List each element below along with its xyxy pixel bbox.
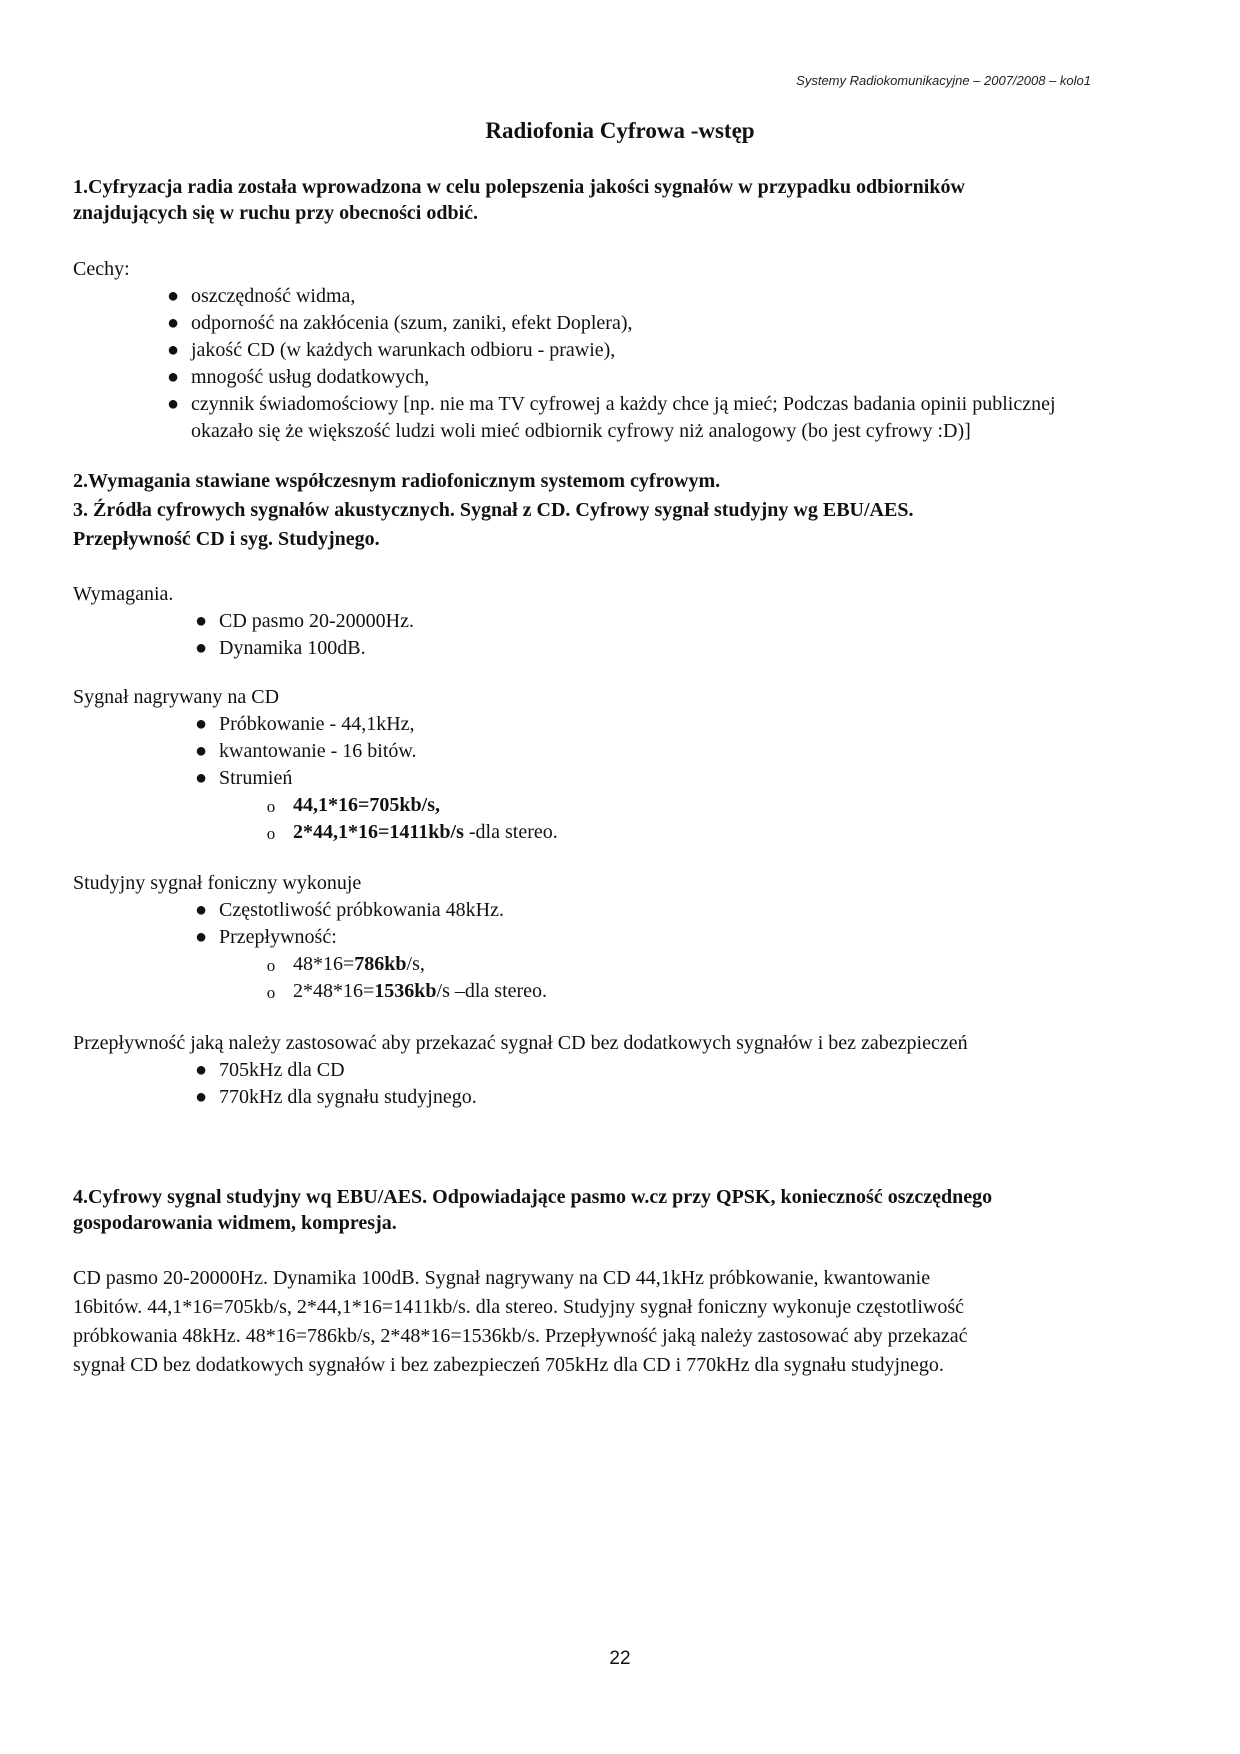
list-item: ● mnogość usług dodatkowych, (191, 364, 1093, 391)
bullet-icon: ● (194, 610, 208, 632)
list-item: ● oszczędność widma, (191, 283, 1093, 310)
sublist-item: o 44,1*16=705kb/s, (293, 792, 1093, 819)
document-title: Radiofonia Cyfrowa -wstęp (485, 118, 755, 143)
list-item: ● odporność na zakłócenia (szum, zaniki, efekt Doplera), (191, 310, 1093, 337)
wymagania-list (194, 608, 1093, 662)
bullet-icon: ● (194, 1086, 208, 1108)
bullet-icon: ● (194, 767, 208, 789)
bullet-icon: ● (166, 339, 180, 361)
list-item: ● Częstotliwość próbkowania 48kHz. (219, 897, 1093, 924)
bullet-icon: ● (166, 312, 180, 334)
studio-signal-list (194, 897, 1093, 1005)
cd-signal-label: Sygnał nagrywany na CD (73, 686, 280, 708)
section-4-heading: 4.Cyfrowy sygnal studyjny wq EBU/AES. Odpowiadające pasmo w.cz przy QPSK, konieczność oszczędnego gospodarowania widmem, kompresja. (73, 1186, 993, 1234)
running-head: Systemy Radiokomunikacyjne – 2007/2008 – kolo1 (796, 73, 1091, 88)
section-2-heading: 2.Wymagania stawiane współczesnym radiofonicznym systemom cyfrowym. (73, 470, 721, 492)
list-item: ● 770kHz dla sygnału studyjnego. (219, 1084, 1093, 1111)
studio-rates-sublist (219, 951, 1093, 1005)
list-item: ● 705kHz dla CD (219, 1057, 1093, 1084)
circle-bullet-icon: o (266, 956, 276, 975)
document-body (73, 174, 1093, 1380)
cechy-list (166, 283, 1093, 445)
bullet-icon: ● (194, 899, 208, 921)
cd-stream-sublist (219, 792, 1093, 846)
list-item: ● Dynamika 100dB. (219, 635, 1093, 662)
throughput-list (194, 1057, 1093, 1111)
throughput-text: Przepływność jaką należy zastosować aby przekazać sygnał CD bez dodatkowych sygnałów i bez zabezpieczeń (73, 1032, 968, 1054)
section-4-paragraph: CD pasmo 20-20000Hz. Dynamika 100dB. Sygnał nagrywany na CD 44,1kHz próbkowanie, kwantowanie 16bitów. 44,1*16=705kb/s, 2*44,1*16=1411kb/s. dla stereo. Studyjny sygnał foniczny wykonuje częstotliwość próbkowania 48kHz. 48*16=786kb/s, 2*48*16=1536kb/s. Przepływność jaką należy zastosować aby przekazać sygnał CD bez dodatkowych sygnałów i bez zabezpieczeń 705kHz dla CD i 770kHz dla sygnału studyjnego. (73, 1267, 968, 1376)
bullet-icon: ● (194, 740, 208, 762)
list-item: ● CD pasmo 20-20000Hz. (219, 608, 1093, 635)
cechy-label: Cechy: (73, 258, 130, 280)
bullet-icon: ● (194, 926, 208, 948)
section-1-heading: 1.Cyfryzacja radia została wprowadzona w celu polepszenia jakości sygnałów w przypadku odbiorników znajdujących się w ruchu przy obecności odbić. (73, 176, 965, 224)
bullet-icon: ● (194, 637, 208, 659)
sublist-item: o 2*44,1*16=1411kb/s -dla stereo. (293, 819, 1093, 846)
list-item: ● Przepływność: o 48*16=786kb/s, o 2*48*16=1536kb/s –dla stereo. (219, 924, 1093, 1005)
bullet-icon: ● (166, 393, 180, 415)
studio-signal-label: Studyjny sygnał foniczny wykonuje (73, 872, 362, 894)
bullet-icon: ● (194, 713, 208, 735)
section-3-heading-line2: Przepływność CD i syg. Studyjnego. (73, 528, 380, 550)
page-number: 22 (609, 1648, 631, 1669)
circle-bullet-icon: o (266, 824, 276, 843)
bullet-icon: ● (166, 285, 180, 307)
circle-bullet-icon: o (266, 983, 276, 1002)
section-3-heading-line1: 3. Źródła cyfrowych sygnałów akustycznych. Sygnał z CD. Cyfrowy sygnał studyjny wg EBU/AES. (73, 499, 914, 521)
sublist-item: o 48*16=786kb/s, (293, 951, 1093, 978)
sublist-item: o 2*48*16=1536kb/s –dla stereo. (293, 978, 1093, 1005)
list-item: ● kwantowanie - 16 bitów. (219, 738, 1093, 765)
cd-signal-list (194, 711, 1093, 846)
circle-bullet-icon: o (266, 797, 276, 816)
bullet-icon: ● (166, 366, 180, 388)
list-item: ● czynnik świadomościowy [np. nie ma TV cyfrowej a każdy chce ją mieć; Podczas badania opinii publicznej okazało się że większość ludzi woli mieć odbiornik cyfrowy niż analogowy (bo jest cyfrowy :D)] (191, 391, 1091, 445)
list-item: ● jakość CD (w każdych warunkach odbioru - prawie), (191, 337, 1093, 364)
bullet-icon: ● (194, 1059, 208, 1081)
list-item: ● Strumień o 44,1*16=705kb/s, o 2*44,1*16=1411kb/s -dla stereo. (219, 765, 1093, 846)
list-item: ● Próbkowanie - 44,1kHz, (219, 711, 1093, 738)
wymagania-label: Wymagania. (73, 583, 174, 605)
